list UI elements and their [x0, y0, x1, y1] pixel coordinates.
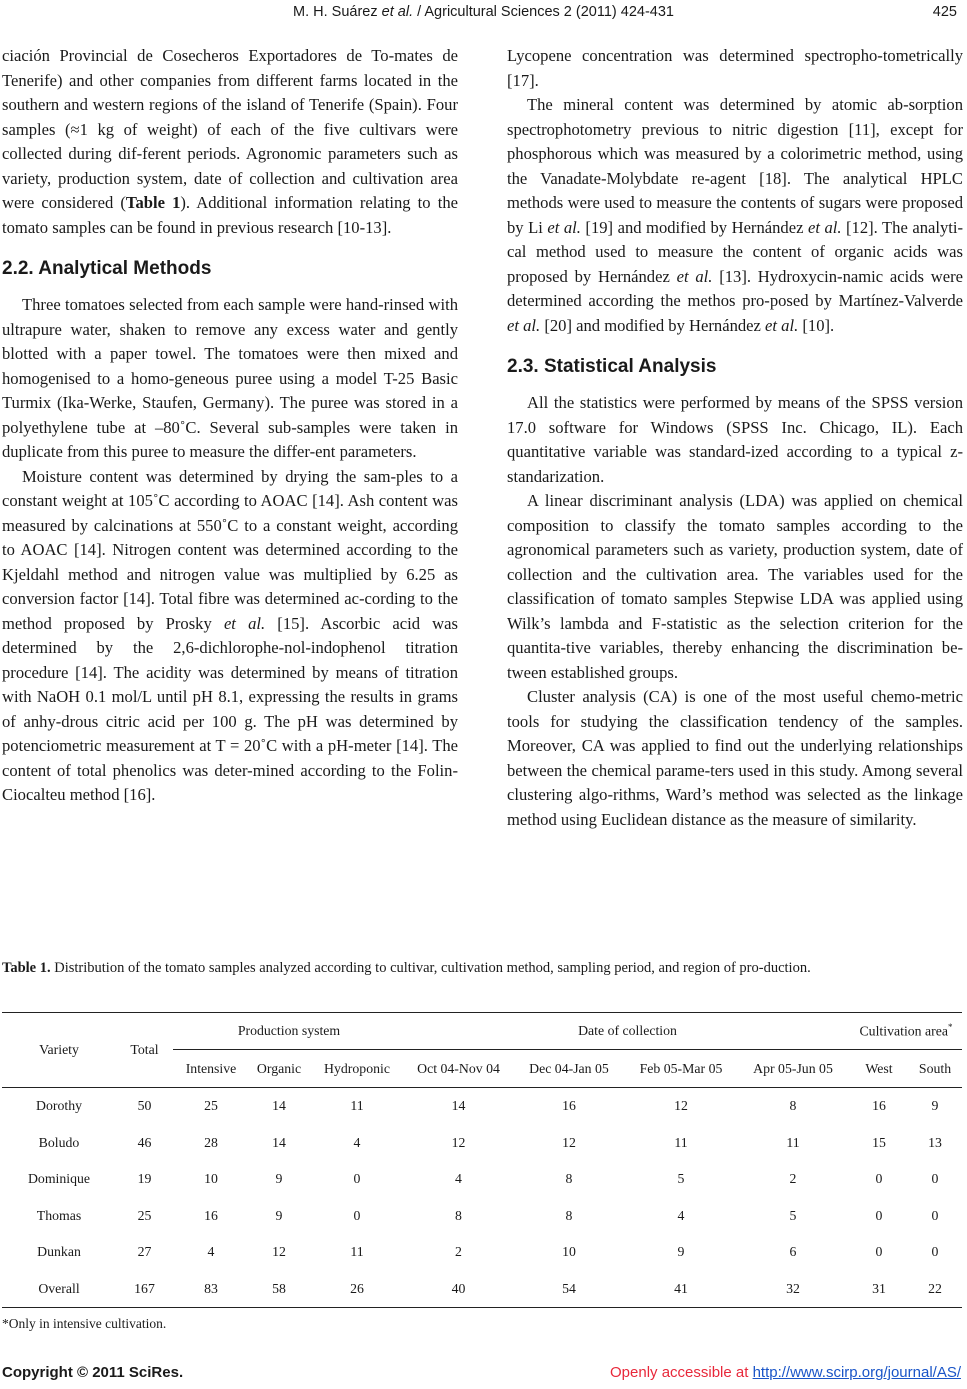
- table-row: [2, 1088, 962, 1125]
- table-row: [2, 1198, 962, 1235]
- variety-cell: Overall: [2, 1271, 116, 1308]
- count-cell: 4: [677, 1207, 685, 1223]
- running-title-journal: / Agricultural Sciences 2 (2011) 424-431: [413, 4, 674, 20]
- running-title-etal: et al.: [381, 4, 414, 20]
- count-cell: 4: [207, 1244, 215, 1260]
- count-cell: 12: [674, 1098, 688, 1114]
- count-cell: 8: [789, 1098, 797, 1114]
- paragraph-text: [10].: [798, 315, 835, 335]
- count-cell: 13: [928, 1134, 942, 1150]
- count-cell: 0: [353, 1171, 361, 1187]
- count-cell: 2: [455, 1244, 462, 1260]
- table-body: [2, 1088, 962, 1308]
- count-cell: 11: [674, 1134, 688, 1150]
- count-cell: 19: [137, 1171, 152, 1187]
- count-cell: 5: [677, 1171, 685, 1187]
- paragraph: Three tomatoes selected from each sample were hand-rinsed with ultrapure water, shaken to remove any excess water and gently blotted with a paper towel. The tomatoes were then mixed and homogenised to a homo-geneous puree using a model T-25 Basic Turmix (Ika-Werke, Staufen, Germany). The puree was stored in a polyethylene tube at –80˚C. Several sub-samples were taken in duplicate from this puree to measure the differ-ent parameters.: [2, 295, 458, 461]
- page-number: 425: [932, 4, 957, 20]
- count-cell: 11: [786, 1134, 800, 1150]
- running-title: [0, 4, 967, 20]
- group-header: Production system: [173, 1013, 405, 1050]
- count-cell: 54: [512, 1271, 626, 1308]
- count-cell: 46: [137, 1134, 152, 1150]
- count-cell: 4: [353, 1134, 361, 1150]
- table-row: [2, 1271, 962, 1308]
- column-header: Intensive: [173, 1050, 249, 1088]
- paragraph: [507, 93, 963, 338]
- count-cell: 14: [272, 1134, 286, 1150]
- count-cell: 11: [350, 1098, 364, 1114]
- count-cell: 12: [272, 1244, 286, 1260]
- count-cell: 4: [455, 1171, 462, 1187]
- column-header: Oct 04-Nov 04: [405, 1050, 512, 1088]
- column-header: Apr 05-Jun 05: [736, 1050, 850, 1088]
- paragraph-text: [13]. Hydroxycin-namic acids were determined according the methos pro-posed by Martínez-Valverde: [507, 266, 964, 310]
- count-cell: 41: [626, 1271, 736, 1308]
- count-cell: 8: [455, 1207, 462, 1223]
- count-cell: 14: [451, 1098, 466, 1114]
- variety-cell: Dorothy: [36, 1098, 82, 1114]
- count-cell: 50: [137, 1098, 152, 1114]
- table-reference: Table 1: [125, 193, 181, 212]
- count-cell: 8: [565, 1171, 573, 1187]
- paragraph: All the statistics were performed by means of the SPSS version 17.0 software for Windows (SPSS Inc. Chicago, IL). Each quantitative variable was standard-ized according to a typical z-standarization.: [507, 393, 963, 486]
- paragraph-text: The mineral content was determined by atomic ab-sorption spectrophotometry previous to nitric digestion [11], except for phosphorous which was measured by a colorimetric method, using the Vanadate-Molybdate re-agent [18]. The analytical HPLC methods were used to measure the contents of sugars were proposed by Li: [507, 95, 963, 237]
- column-header: Hydroponic: [309, 1050, 405, 1088]
- section-heading-statistical-analysis: 2.3. Statistical Analysis: [507, 356, 717, 377]
- table-footnote: *Only in intensive cultivation.: [2, 1316, 167, 1331]
- variety-cell: Boludo: [38, 1134, 80, 1150]
- paragraph: [2, 465, 458, 808]
- count-cell: 27: [137, 1244, 152, 1260]
- table-row: [2, 1125, 962, 1162]
- count-cell: 11: [350, 1244, 364, 1260]
- count-cell: 22: [908, 1271, 962, 1308]
- column-header: West: [850, 1050, 908, 1088]
- count-cell: 9: [275, 1171, 283, 1187]
- count-cell: 9: [931, 1098, 939, 1114]
- count-cell: 16: [872, 1098, 886, 1114]
- count-cell: 0: [875, 1207, 883, 1223]
- count-cell: 9: [275, 1207, 283, 1223]
- section-heading-analytical-methods: 2.2. Analytical Methods: [2, 258, 212, 279]
- footnote-marker: *: [948, 1022, 953, 1033]
- table-caption-label: Table 1.: [2, 960, 51, 976]
- count-cell: 28: [204, 1134, 218, 1150]
- group-header: [850, 1013, 962, 1050]
- paragraph-text: ciación Provincial de Cosecheros Exportadores de To-mates de Tenerife) and other companies from different farms located in the southern and western regions of the island of Tenerife (Spain). Four samples (≈1 kg of weight) of each of the five cultivars were collected during dif-ferent periods. Agronomic parameters such as variety, production system, date of collection and cultivation area were considered (: [2, 46, 458, 212]
- count-cell: 40: [405, 1271, 512, 1308]
- running-title-author: M. H. Suárez: [293, 4, 378, 20]
- paragraph-text: [15]. Ascorbic acid was determined by the 2,6-dichlorophe-nol-indophenol titration procedure [14]. The acidity was determined by means of titration with NaOH 0.1 mol/L until pH 8.1, expressing the results in grams of anhy-drous citric acid per 100 g. The pH was determined by potenciometric measurement at T = 20˚C with a pH-meter [14]. The content of total phenolics was deter-mined according to the Folin-Ciocalteu method [16].: [2, 613, 458, 804]
- paragraph-text: [12]. The analyti-cal method used to measure the content of organic acids was proposed by Hernández: [507, 217, 964, 286]
- copyright: Copyright © 2011 SciRes.: [2, 1364, 184, 1381]
- paragraph: [2, 44, 458, 240]
- column-header: Dec 04-Jan 05: [512, 1050, 626, 1088]
- count-cell: 16: [562, 1098, 576, 1114]
- et-al: et al.: [807, 217, 842, 237]
- count-cell: 0: [353, 1207, 361, 1223]
- count-cell: 6: [789, 1244, 797, 1260]
- count-cell: 12: [562, 1134, 576, 1150]
- count-cell: 167: [116, 1271, 173, 1308]
- paragraph-text: [20] and modified by Hernández: [540, 315, 766, 335]
- count-cell: 12: [451, 1134, 466, 1150]
- column-header: Organic: [249, 1050, 309, 1088]
- open-access-text: Openly accessible at: [610, 1364, 753, 1381]
- count-cell: 31: [850, 1271, 908, 1308]
- count-cell: 83: [173, 1271, 249, 1308]
- group-header: Date of collection: [405, 1013, 850, 1050]
- count-cell: 26: [309, 1271, 405, 1308]
- et-al: et al.: [507, 315, 541, 335]
- table-row: [2, 1234, 962, 1271]
- count-cell: 16: [204, 1207, 218, 1223]
- table-caption-text: Distribution of the tomato samples analyzed according to cultivar, cultivation method, sampling period, and region of pro-duction.: [50, 960, 811, 976]
- count-cell: 14: [272, 1098, 286, 1114]
- count-cell: 58: [249, 1271, 309, 1308]
- left-column: [2, 44, 458, 808]
- paragraph-text: Moisture content was determined by drying the sam-ples to a constant weight at 105˚C according to AOAC [14]. Ash content was measured by calcinations at 550˚C to a constant weight, according to AOAC [14]. Nitrogen content was determined according to the Kjeldahl method and nitrogen value was multiplied by 6.25 as conversion factor [14]. Total fibre was determined ac-cording to the method proposed by Prosky: [2, 466, 458, 633]
- paragraph: A linear discriminant analysis (LDA) was applied on chemical composition to classify the tomato samples according to the agronomical parameters such as variety, production system, date of collection and the cultivation area. The variables used for the classification of tomato samples Stepwise LDA was applied using Wilk’s lambda and F-statistic as the selection criterion for the quantita-tive variables, thereby enhancing the discrimination be-tween established groups.: [507, 491, 963, 682]
- count-cell: 0: [931, 1171, 939, 1187]
- count-cell: 2: [789, 1171, 797, 1187]
- count-cell: 10: [562, 1244, 576, 1260]
- variety-cell: Thomas: [36, 1207, 82, 1223]
- count-cell: 0: [931, 1207, 939, 1223]
- paragraph-text: ). Additional information relating to the tomato samples can be found in previous research [10-13].: [2, 193, 458, 237]
- table-caption: [2, 958, 964, 979]
- count-cell: 0: [875, 1244, 883, 1260]
- count-cell: 25: [204, 1098, 218, 1114]
- table-header-row: [2, 1013, 962, 1050]
- journal-link[interactable]: http://www.scirp.org/journal/AS/: [752, 1364, 961, 1381]
- et-al: et al.: [547, 217, 581, 237]
- page-header: [0, 2, 967, 24]
- count-cell: 5: [789, 1207, 797, 1223]
- column-header: Feb 05-Mar 05: [626, 1050, 736, 1088]
- variety-cell: Dunkan: [37, 1244, 81, 1260]
- table-row: [2, 1161, 962, 1198]
- column-header: Variety: [2, 1013, 116, 1088]
- variety-cell: Dominique: [27, 1171, 91, 1187]
- count-cell: 9: [677, 1244, 685, 1260]
- paragraph: Cluster analysis (CA) is one of the most useful chemo-metric tools for studying the classification tendency of the samples. Moreover, CA was applied to find out the underlying relationships between the chemical parame-ters used in this study. Among several clustering algo-rithms, Ward’s method was selected as the linkage method using Euclidean distance as the measure of similarity.: [507, 687, 963, 829]
- count-cell: 15: [872, 1134, 886, 1150]
- count-cell: 25: [137, 1207, 152, 1223]
- paragraph-text: [19] and modified by Hernández: [580, 217, 808, 237]
- column-header: South: [908, 1050, 962, 1088]
- paragraph: Lycopene concentration was determined spectropho-tometrically [17].: [507, 46, 963, 90]
- group-header-text: Cultivation area: [859, 1023, 948, 1039]
- et-al: et al.: [765, 315, 799, 335]
- count-cell: 8: [565, 1207, 573, 1223]
- right-column: [507, 44, 963, 832]
- count-cell: 10: [204, 1171, 218, 1187]
- open-access-notice: [610, 1364, 961, 1381]
- count-cell: 0: [875, 1171, 883, 1187]
- et-al: et al.: [223, 613, 266, 633]
- column-header: Total: [116, 1013, 173, 1088]
- data-table: [2, 1012, 962, 1308]
- count-cell: 0: [931, 1244, 939, 1260]
- et-al: et al.: [676, 266, 713, 286]
- count-cell: 32: [736, 1271, 850, 1308]
